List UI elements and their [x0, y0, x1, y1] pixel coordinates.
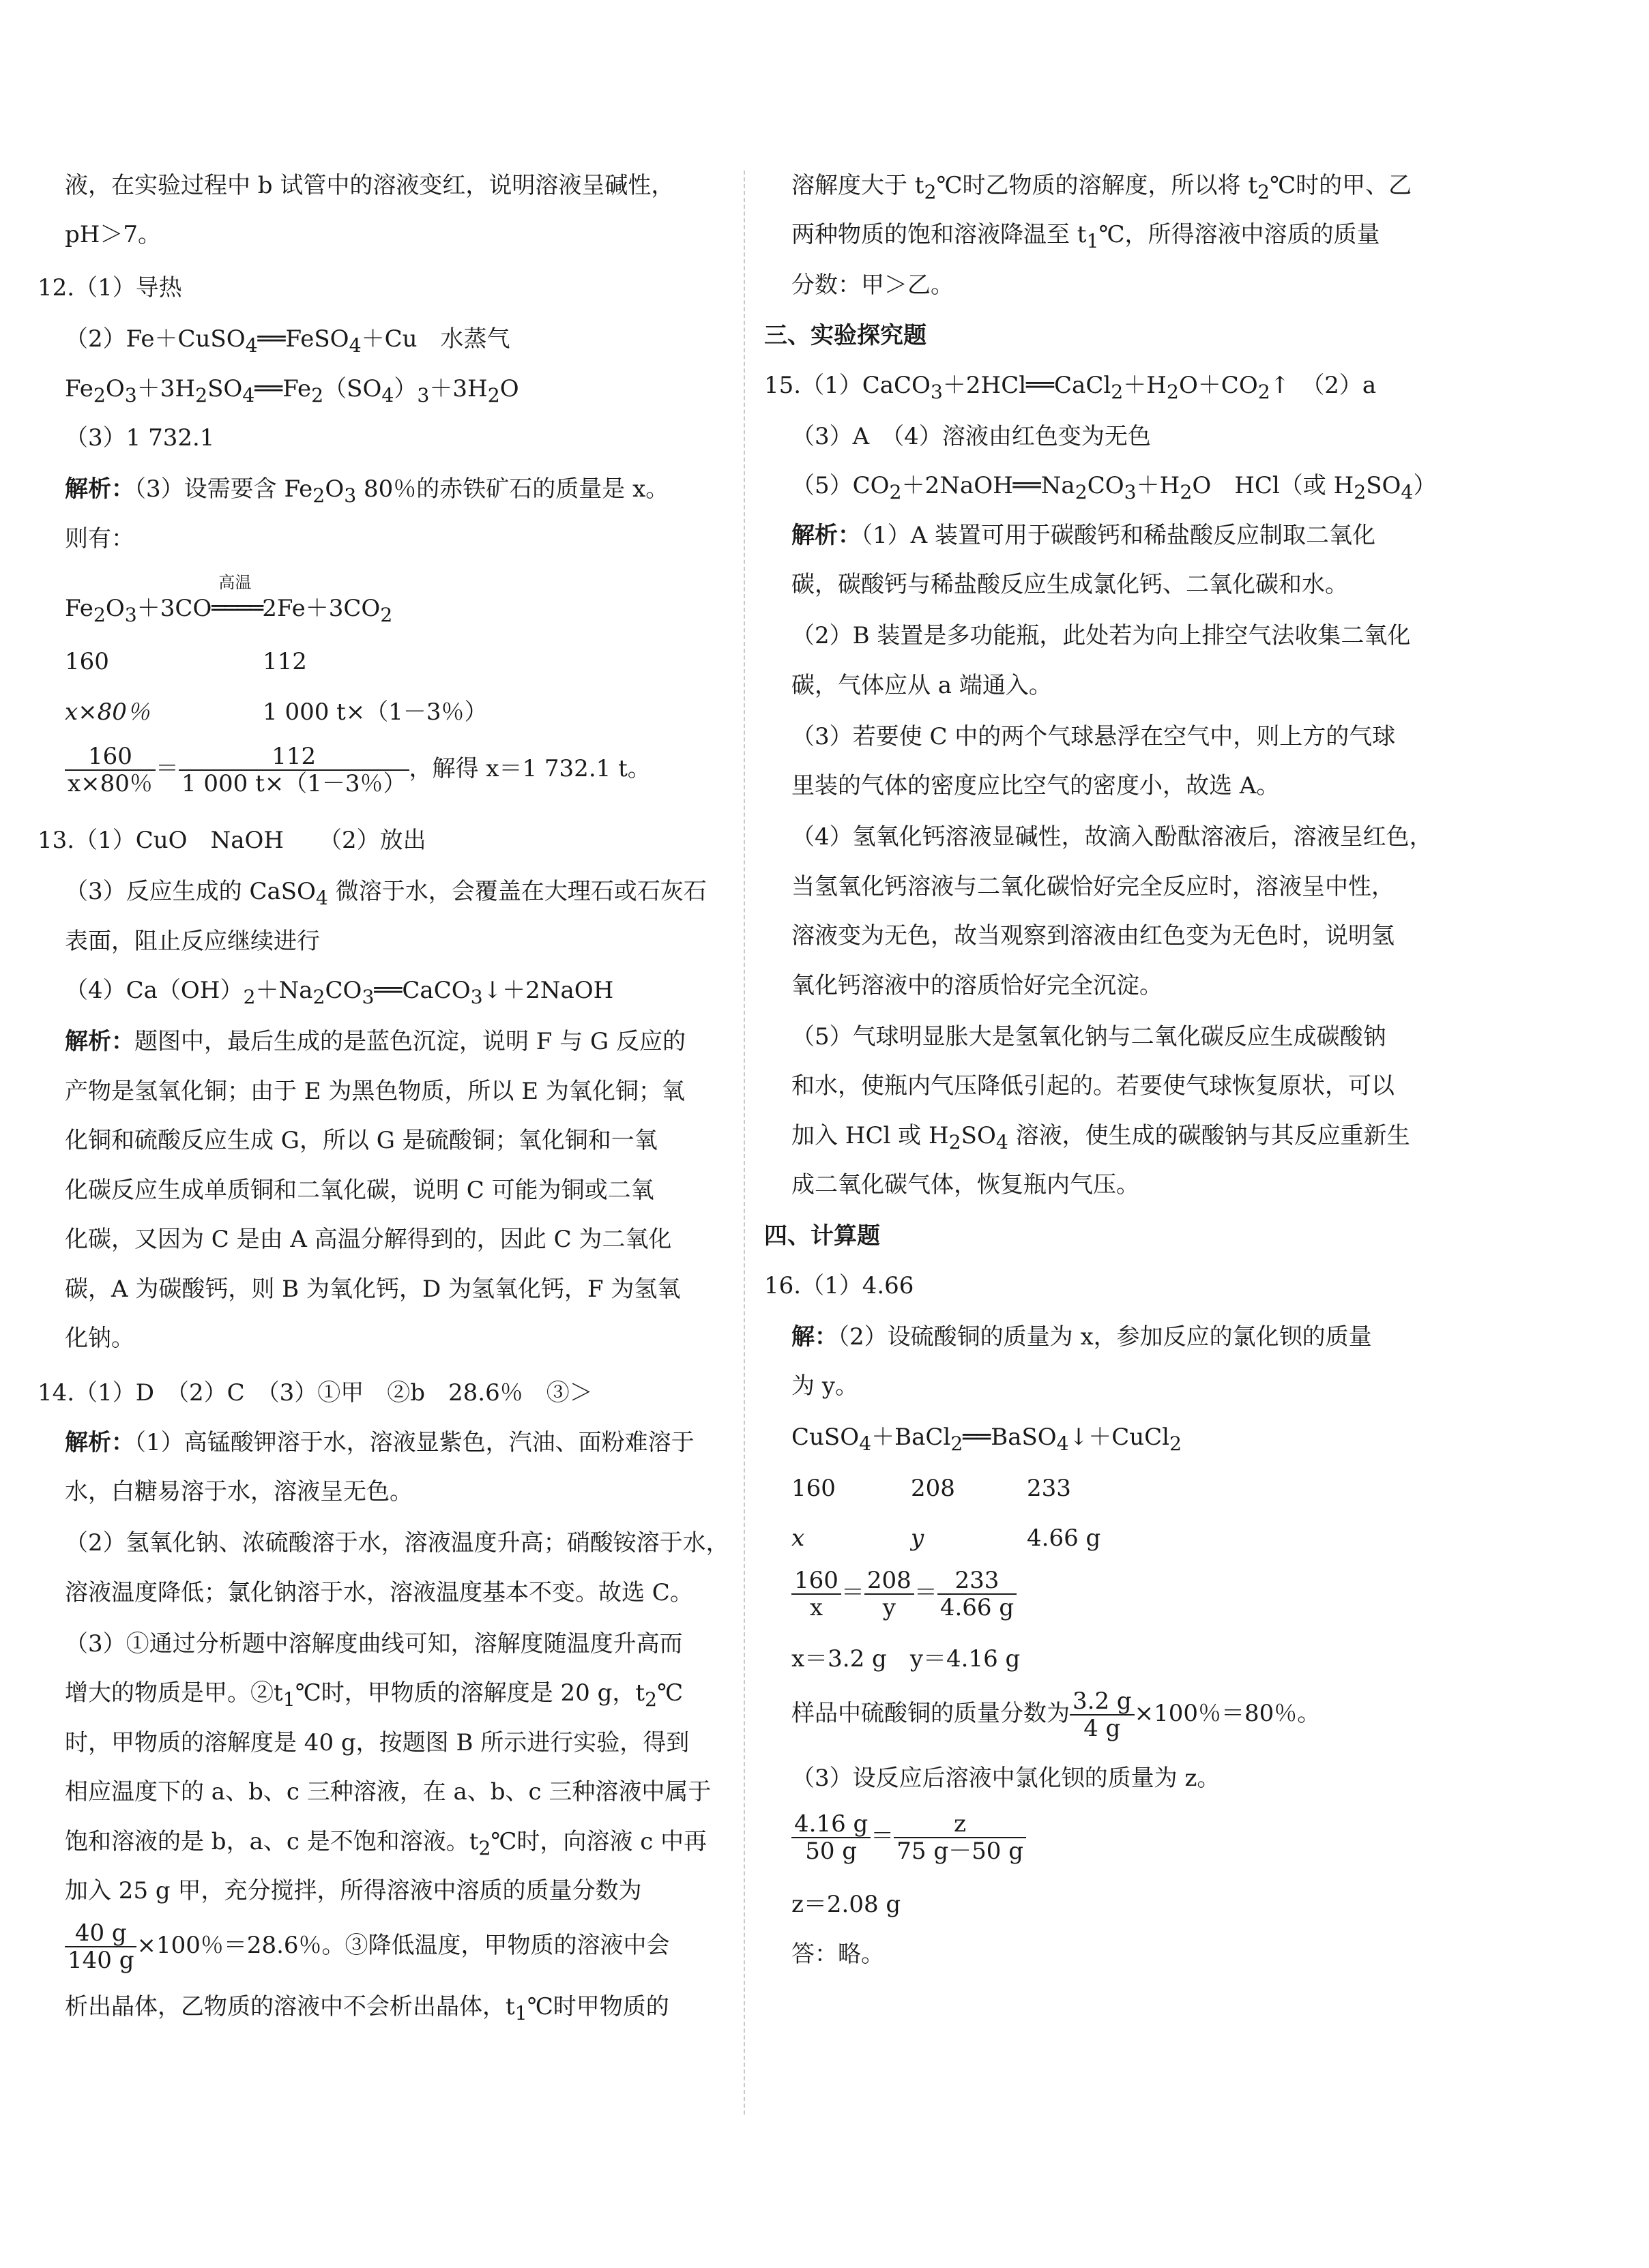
text-line: 水，白糖易溶于水，溶液呈无色。: [65, 1478, 413, 1505]
question-12-part-1: 12.（1）导热: [38, 274, 182, 301]
fraction-line: $\frac{40 g}{140 g}$ ×100％＝28.6％。③降低温度，甲物质的溶液中会: [65, 1920, 670, 1982]
column-divider: [744, 171, 745, 2115]
text-line: 碳，A 为碳酸钙，则 B 为氧化钙，D 为氢氧化钙，F 为氢氧: [65, 1276, 681, 1303]
question-16: 16.（1）4.66: [764, 1272, 914, 1299]
text-line: pH＞7。: [65, 221, 162, 248]
analysis-line: 解析：题图中，最后生成的是蓝色沉淀，说明 F 与 G 反应的: [65, 1028, 686, 1055]
ratio-line: 160: [791, 1475, 836, 1502]
text-line: 和水，使瓶内气压降低引起的。若要使气球恢复原状，可以: [791, 1072, 1395, 1100]
equation-line: $(4)Ca(OH)_2+Na_2CO_3══CaCO_3↓+2NaOH$: [65, 977, 614, 1008]
analysis-line: 解析：（3）设需要含 $Fe_2O_3$ 80％的赤铁矿石的质量是 x。: [65, 475, 669, 507]
question-15: $15.(1)CaCO_3+2HCl══CaCl_2+H_2O+CO_2↑$ （2）a: [764, 372, 1377, 403]
section-heading-4: 四、计算题: [764, 1222, 880, 1250]
text-line: 化碳，又因为 C 是由 A 高温分解得到的，因此 C 为二氧化: [65, 1226, 672, 1253]
text-line: 加入 25 g 甲，充分搅拌，所得溶液中溶质的质量分数为: [65, 1877, 642, 1904]
proportion-equation: $\frac{160}{x}$ ＝ $\frac{208}{y}$ ＝ $\frac{233}{4.66 g}$: [791, 1567, 1017, 1629]
text-line: 化钠。: [65, 1325, 134, 1352]
ratio-line: 233: [1027, 1475, 1071, 1502]
text-line: 时，甲物质的溶解度是 40 g，按题图 B 所示进行实验，得到: [65, 1729, 690, 1756]
percentage-line: 样品中硫酸铜的质量分数为 $\frac{3.2 g}{4 g}$ ×100％＝80％。: [791, 1688, 1321, 1742]
ratio-line: 1 000 t×（1－3％）: [263, 698, 488, 726]
ratio-line: 4.66 g: [1027, 1525, 1101, 1552]
text-line: （3）1 732.1: [65, 424, 215, 452]
ratio-line: 208: [911, 1475, 955, 1502]
text-line: 碳，气体应从 a 端通入。: [791, 672, 1052, 699]
analysis-line: 解析：（1）高锰酸钾溶于水，溶液显紫色，汽油、面粉难溶于: [65, 1429, 695, 1456]
ratio-line: y: [911, 1525, 924, 1552]
text-line: 化铜和硫酸反应生成 G，所以 G 是硫酸铜；氧化铜和一氧: [65, 1127, 658, 1154]
answer-line: 答：略。: [791, 1941, 884, 1968]
text-line: 增大的物质是甲。$②t_1℃$时，甲物质的溶解度是 20 g，$t_2℃$: [65, 1679, 684, 1711]
equation-line: $(5)CO_2+2NaOH══Na_2CO_3+H_2O$ HCl（或 $H_2SO_4$）: [791, 472, 1437, 503]
solution-line: 解：（2）设硫酸铜的质量为 x，参加反应的氯化钡的质量: [791, 1323, 1372, 1351]
text-line: 饱和溶液的是 b，a、c 是不饱和溶液。$t_2℃$时，向溶液 c 中再: [65, 1828, 707, 1859]
result-line: x＝3.2 g y＝4.16 g: [791, 1645, 1021, 1673]
ratio-line: 112: [263, 648, 307, 675]
text-line: 加入 HCl 或 $H_2SO_4$ 溶液，使生成的碳酸钠与其反应重新生: [791, 1122, 1410, 1153]
question-13: 13.（1）CuO NaOH （2）放出: [38, 827, 426, 854]
text-line: （5）气球明显胀大是氢氧化钠与二氧化碳反应生成碳酸钠: [791, 1023, 1386, 1050]
text-line: （2）氢氧化钠、浓硫酸溶于水，溶液温度升高；硝酸铵溶于水，: [65, 1529, 729, 1557]
text-line: 当氢氧化钙溶液与二氧化碳恰好完全反应时，溶液呈中性，: [791, 873, 1395, 900]
text-line: （2）B 装置是多功能瓶，此处若为向上排空气法收集二氧化: [791, 622, 1411, 649]
text-line: 溶解度大于 $t_2℃$时乙物质的溶解度，所以将 $t_2℃$时的甲、乙: [791, 172, 1412, 203]
section-heading-3: 三、实验探究题: [764, 322, 926, 349]
text-line: 成二氧化碳气体，恢复瓶内气压。: [791, 1171, 1139, 1198]
ratio-line: x×80％: [65, 698, 150, 726]
text-line: （4）氢氧化钙溶液显碱性，故滴入酚酞溶液后，溶液呈红色，: [791, 823, 1433, 851]
text-line: 析出晶体，乙物质的溶液中不会析出晶体，$t_1℃$时甲物质的: [65, 1993, 669, 2024]
result-line: z＝2.08 g: [791, 1891, 901, 1918]
text-line: 溶液变为无色，故当观察到溶液由红色变为无色时，说明氢: [791, 922, 1395, 949]
text-line: 碳，碳酸钙与稀盐酸反应生成氯化钙、二氧化碳和水。: [791, 571, 1348, 598]
text-line: 相应温度下的 a、b、c 三种溶液，在 a、b、c 三种溶液中属于: [65, 1778, 712, 1806]
equation-line: CuSO$_4$＋BaCl$_2$══BaSO$_4$↓＋CuCl$_2$: [791, 1424, 1182, 1455]
question-14: 14.（1）D （2）C （3）①甲 ②b 28.6％ ③＞: [38, 1379, 593, 1407]
text-line: （3）反应生成的 CaSO$_4$ 微溶于水，会覆盖在大理石或石灰石: [65, 878, 707, 909]
text-line: 为 y。: [791, 1372, 859, 1400]
equation-line: $Fe_2O_3+3H_2SO_4══Fe_2(SO_4)_3+3H_2O$: [65, 375, 519, 407]
ratio-line: x: [791, 1525, 805, 1552]
equation-line: （2）Fe＋CuSO$_4$══FeSO$_4$＋Cu 水蒸气: [65, 325, 510, 357]
analysis-line: 解析：（1）A 装置可用于碳酸钙和稀盐酸反应制取二氧化: [791, 522, 1375, 549]
text-line: （3）若要使 C 中的两个气球悬浮在空气中，则上方的气球: [791, 723, 1396, 750]
text-line: 表面，阻止反应继续进行: [65, 928, 320, 955]
text-line: （3）A （4）溶液由红色变为无色: [791, 423, 1151, 450]
text-line: 则有：: [65, 525, 134, 553]
equation-line: $Fe_2O_3+3CO$ 高温 $════2Fe+3CO_2$: [65, 573, 393, 626]
text-line: 里装的气体的密度应比空气的密度小，故选 A。: [791, 772, 1280, 799]
text-line: （3）设反应后溶液中氯化钡的质量为 z。: [791, 1765, 1221, 1792]
text-line: 化碳反应生成单质铜和二氧化碳，说明 C 可能为铜或二氧: [65, 1177, 654, 1204]
text-line: （3）①通过分析题中溶解度曲线可知，溶解度随温度升高而: [65, 1630, 683, 1658]
text-line: 溶液温度降低；氯化钠溶于水，溶液温度基本不变。故选 C。: [65, 1579, 693, 1606]
ratio-line: 160: [65, 648, 109, 675]
text-line: 产物是氢氧化铜；由于 E 为黑色物质，所以 E 为氧化铜；氧: [65, 1078, 685, 1105]
proportion-equation: $\frac{160}{x\times 80\%}$ ＝ $\frac{112}{1 000 t\times(1-3\%)}$ ，解得 x＝1 732.1 t。: [65, 743, 651, 805]
text-line: 氧化钙溶液中的溶质恰好完全沉淀。: [791, 972, 1163, 999]
text-line: 液，在实验过程中 b 试管中的溶液变红，说明溶液呈碱性，: [65, 172, 675, 199]
text-line: 分数：甲＞乙。: [791, 271, 954, 299]
text-line: 两种物质的饱和溶液降温至 $t_1℃$，所得溶液中溶质的质量: [791, 221, 1380, 252]
proportion-equation: $\frac{4.16 g}{50 g}$ ＝ $\frac{z}{75 g-50 g}$: [791, 1811, 1026, 1872]
